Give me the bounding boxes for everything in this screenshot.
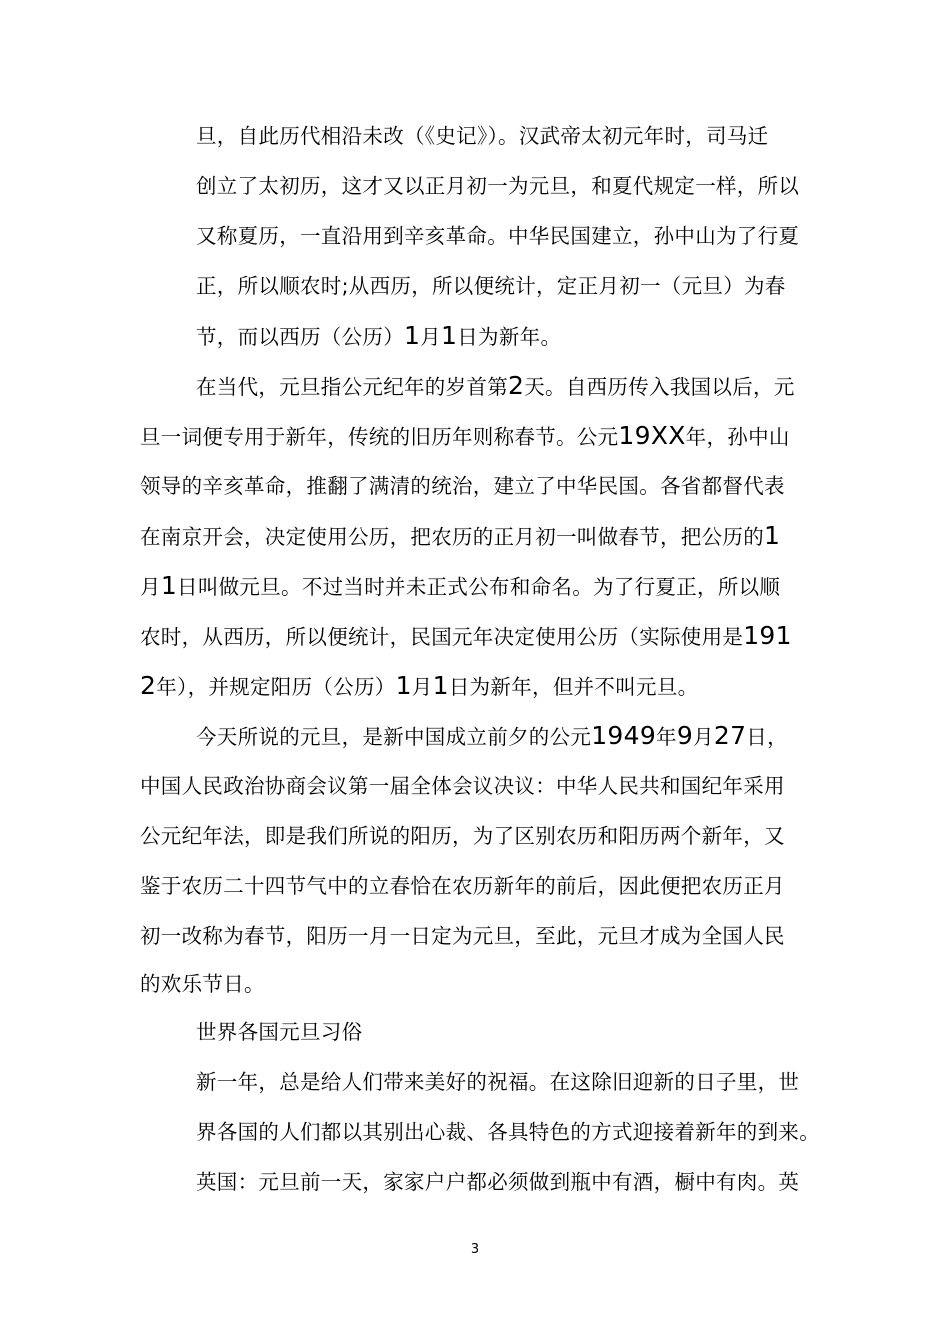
text-line: 界各国的人们都以其别出心裁、各具特色的方式迎接着新年的到来。 [196,1120,820,1144]
text-line: 创立了太初历，这才又以正月初一为元旦，和夏代规定一样，所以 [196,174,800,198]
text-line: 今天所说的元旦，是新中国成立前夕的公元1949年9月27日， [196,721,788,750]
text-line: 在南京开会，决定使用公历，把农历的正月初一叫做春节，把公历的1 [140,521,781,550]
text-line: 月1日叫做元旦。不过当时并未正式公布和命名。为了行夏正，所以顺 [140,571,781,600]
section-heading: 世界各国元旦习俗 [196,1020,363,1044]
text-line: 领导的辛亥革命，推翻了满清的统治，建立了中华民国。各省都督代表 [140,474,785,498]
text-line: 的欢乐节日。 [140,972,265,996]
text-line: 公元纪年法，即是我们所说的阳历，为了区别农历和阳历两个新年，又 [140,824,785,848]
text-line: 旦一词便专用于新年，传统的旧历年则称春节。公元19XX年，孙中山 [140,421,790,450]
text-line: 又称夏历，一直沿用到辛亥革命。中华民国建立，孙中山为了行夏 [196,224,800,248]
text-line: 初一改称为春节，阳历一月一日定为元旦，至此，元旦才成为全国人民 [140,924,785,948]
text-line: 新一年，总是给人们带来美好的祝福。在这除旧迎新的日子里，世 [196,1070,800,1094]
text-line: 正，所以顺农时;从西历，所以便统计，定正月初一（元旦）为春 [196,274,786,298]
text-line: 英国：元旦前一天，家家户户都必须做到瓶中有酒，橱中有肉。英 [196,1170,800,1194]
text-line: 在当代，元旦指公元纪年的岁首第2天。自西历传入我国以后，元 [196,371,795,400]
text-line: 旦，自此历代相沿未改（《史记》）。汉武帝太初元年时，司马迁 [196,124,769,148]
text-line: 2年），并规定阳历（公历）1月1日为新年，但并不叫元旦。 [140,671,699,700]
text-line: 节，而以西历（公历）1月1日为新年。 [196,321,562,350]
text-line: 中国人民政治协商会议第一届全体会议决议：中华人民共和国纪年采用 [140,774,785,798]
text-line: 鉴于农历二十四节气中的立春恰在农历新年的前后，因此便把农历正月 [140,874,785,898]
page-number: 3 [470,1242,480,1257]
text-line: 农时，从西历，所以便统计，民国元年决定使用公历（实际使用是191 [140,621,792,650]
